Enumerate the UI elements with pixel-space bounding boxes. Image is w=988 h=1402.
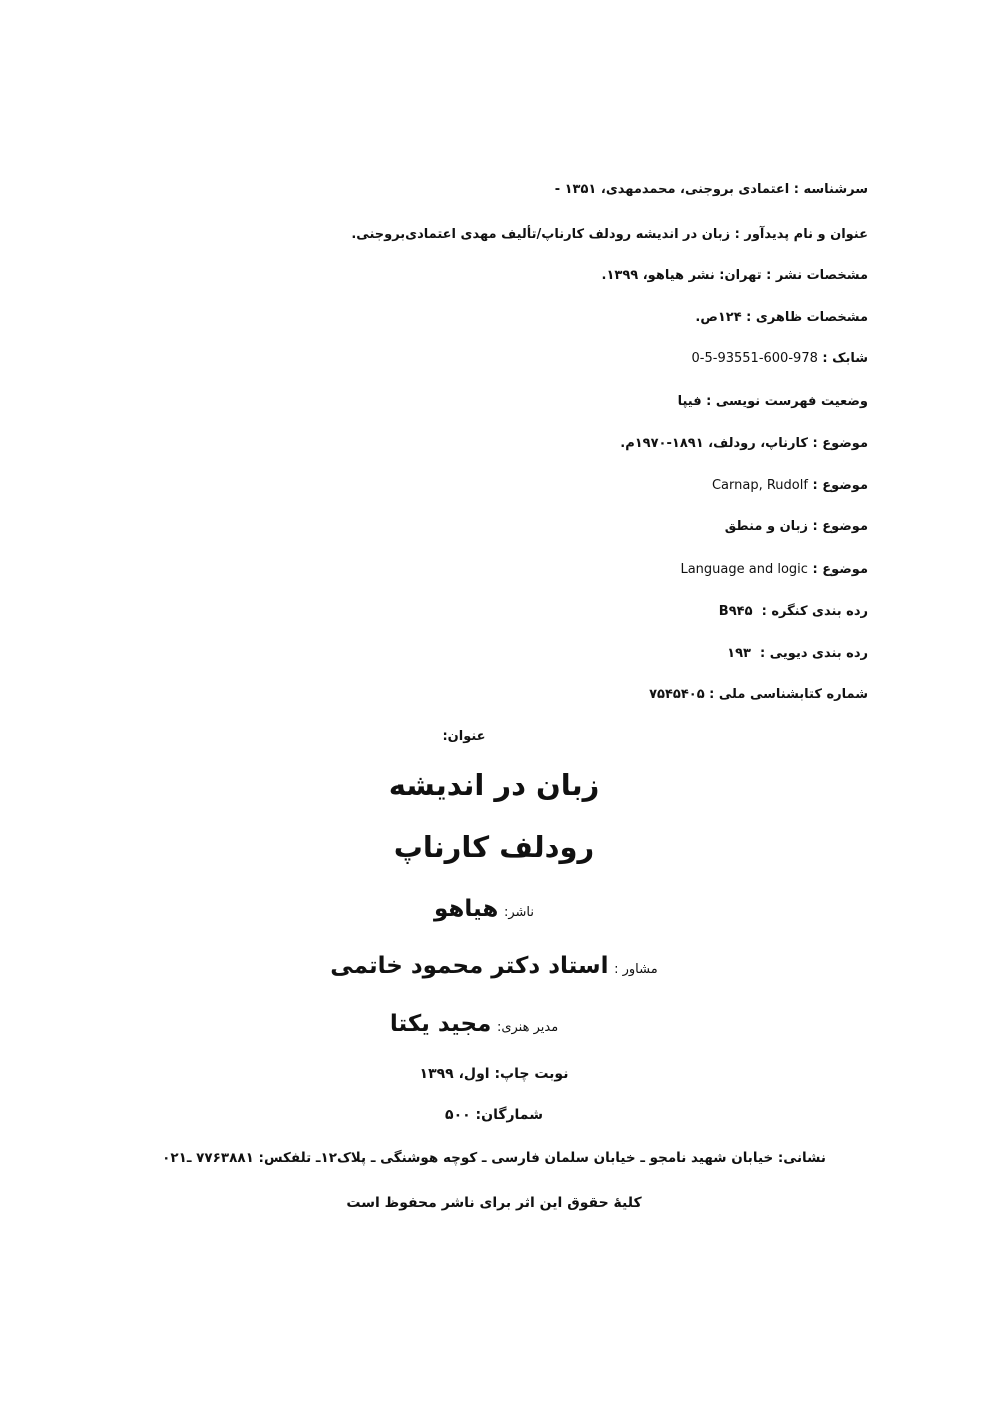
address-line: نشانی: خیابان شهید نامجو ـ خیابان سلمان فارسی ـ کوچه هوشنگی ـ پلاک۱۲ـ تلفکس: ۷۷۶۳۸۸۱ ـ۰۲۱ xyxy=(162,1150,826,1166)
catalog-entry-publication xyxy=(602,267,868,285)
entry-label: رده بندی دیویی xyxy=(769,646,868,661)
entry-separator: : xyxy=(807,519,823,534)
advisor-line xyxy=(0,953,988,979)
catalog-entry-physical xyxy=(695,309,868,327)
entry-value: 978-600-93551-5-0 xyxy=(691,351,818,366)
catalog-entry-lc-class xyxy=(719,603,868,621)
advisor-label: مشاور : xyxy=(614,962,658,977)
catalog-entry-subject-1 xyxy=(620,435,868,453)
entry-separator: : xyxy=(807,436,823,451)
catalog-entry-subject-4 xyxy=(680,561,868,579)
copyright-notice: کلیهٔ حقوق این اثر برای ناشر محفوظ است xyxy=(346,1195,642,1211)
entry-separator: : xyxy=(807,562,823,577)
entry-separator: : xyxy=(817,351,833,366)
catalog-entry-cataloging-status xyxy=(678,393,868,411)
entry-value: کارناپ، رودلف، ۱۸۹۱-۱۹۷۰م. xyxy=(620,436,808,451)
catalog-entry-main-entry xyxy=(555,181,868,199)
entry-label: عنوان و نام پدیدآور xyxy=(744,227,868,242)
entry-label: سرشناسه xyxy=(803,182,868,197)
book-title-line-2: رودلف کارناپ xyxy=(393,830,595,864)
entry-label: شماره کتابشناسی ملی xyxy=(718,687,868,702)
publisher-label: ناشر: xyxy=(503,905,534,920)
entry-separator: : xyxy=(807,478,823,493)
art-director-label: مدیر هنری: xyxy=(496,1020,559,1035)
art-director-name: مجید یکتا xyxy=(389,1011,492,1037)
entry-value: ۱۹۳ xyxy=(727,646,751,661)
entry-separator: : xyxy=(701,394,716,409)
advisor-name: استاد دکتر محمود خاتمی xyxy=(330,953,609,979)
entry-label: موضوع xyxy=(822,478,868,493)
entry-value: اعتمادی بروجنی، محمدمهدی، ۱۳۵۱ - xyxy=(554,182,790,197)
entry-label: مشخصات نشر xyxy=(775,268,868,283)
entry-value: ۱۲۴ص. xyxy=(695,310,742,325)
entry-separator: : xyxy=(755,646,770,661)
catalog-entry-national-bib-number xyxy=(649,686,868,704)
entry-label: موضوع xyxy=(822,562,868,577)
catalog-entry-dewey-class xyxy=(727,645,868,663)
book-title-line-1: زبان در اندیشه xyxy=(388,768,600,802)
entry-label: مشخصات ظاهری xyxy=(755,310,868,325)
entry-value: فیپا xyxy=(677,394,702,409)
catalog-entry-subject-2 xyxy=(712,477,868,495)
entry-value: تهران: نشر هیاهو، ۱۳۹۹. xyxy=(601,268,762,283)
entry-label: رده بندی کنگره xyxy=(771,604,868,619)
entry-value: Carnap, Rudolf xyxy=(711,478,808,493)
publisher-line xyxy=(0,896,978,922)
art-director-line xyxy=(0,1011,968,1037)
entry-value: ۷۵۴۵۴۰۵ xyxy=(649,687,705,702)
circulation-line: شمارگان: ۵۰۰ xyxy=(445,1107,543,1123)
entry-value: زبان و منطق xyxy=(724,519,808,534)
catalog-entry-title-author xyxy=(351,226,868,244)
entry-separator: : xyxy=(730,227,745,242)
entry-value: زبان در اندیشه رودلف کارناپ/تألیف مهدی اعتمادی‌بروجنی. xyxy=(351,227,731,242)
entry-value: Language and logic xyxy=(680,562,808,577)
catalog-entry-subject-3 xyxy=(725,518,868,536)
edition-line: نوبت چاپ: اول، ۱۳۹۹ xyxy=(419,1066,569,1082)
entry-label: وضعیت فهرست نویسی xyxy=(715,394,868,409)
publisher-name: هیاهو xyxy=(434,896,499,922)
entry-label: موضوع xyxy=(822,436,868,451)
entry-label: موضوع xyxy=(822,519,868,534)
entry-separator: : xyxy=(789,182,804,197)
entry-separator: : xyxy=(704,687,719,702)
entry-value: B۹۴۵ xyxy=(718,604,753,619)
title-label: عنوان: xyxy=(442,729,486,744)
entry-label: شابک xyxy=(832,351,868,366)
entry-separator: : xyxy=(757,604,772,619)
entry-separator: : xyxy=(761,268,776,283)
catalog-entry-isbn xyxy=(691,350,868,368)
entry-separator: : xyxy=(741,310,756,325)
